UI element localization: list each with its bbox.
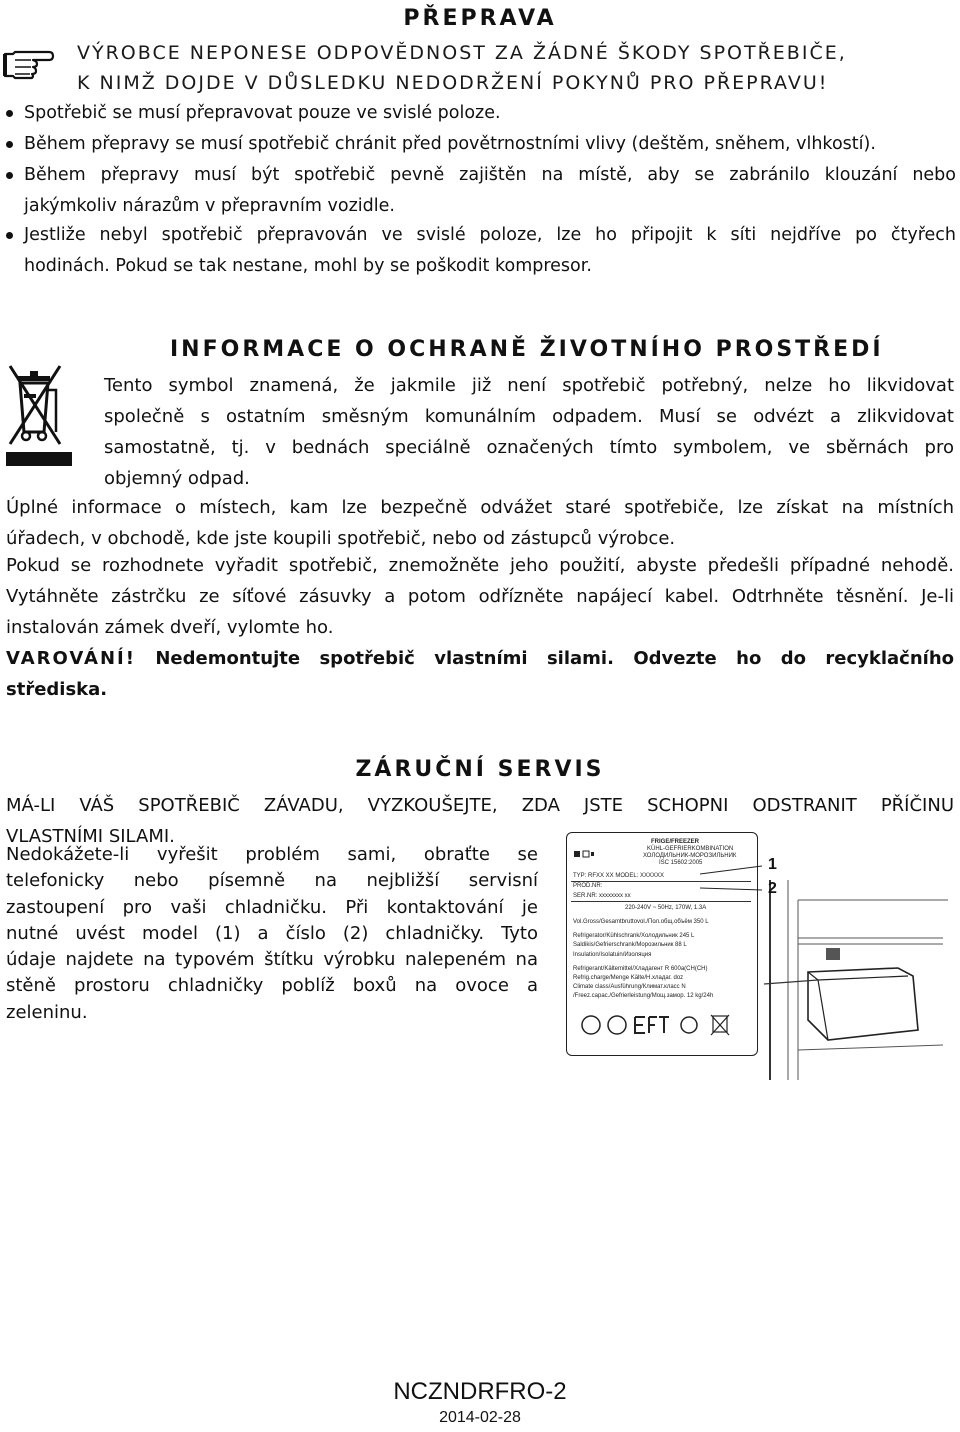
callout-2: 2 <box>768 880 777 897</box>
callout-lines <box>700 864 770 904</box>
bullet-icon <box>6 110 13 117</box>
document-code: NCZNDRFRO-2 <box>393 1378 567 1405</box>
service-intro: MÁ-LI VÁŠ SPOTŘEBIČ ZÁVADU, VYZKOUŠEJTE, ZDA JSTE SCHOPNI ODSTRANIT PŘÍČINU VLASTNÍMI SILAMI. <box>6 795 954 847</box>
info-paragraph: Úplné informace o místech, kam lze bezpečně odvážet staré spotřebiče, lze získat na místních úřadech, v obchodě, kde jste koupili spotřebič, nebo od zástupců výrobce. <box>6 497 954 549</box>
electrical-symbol-icon <box>573 849 595 859</box>
list-item: Spotřebič se musí přepravovat pouze ve svislé poloze. <box>6 98 956 129</box>
section-title-service: ZÁRUČNÍ SERVIS <box>355 757 605 782</box>
transport-warning-line-1: VÝROBCE NEPONESE ODPOVĚDNOST ZA ŽÁDNÉ ŠKODY SPOTŘEBIČE, <box>77 42 847 64</box>
list-item: Během přepravy musí být spotřebič pevně zajištěn na místě, aby se zabránilo klouzání nebo jakýmkoliv nárazům v přepravním vozidle. <box>6 160 956 222</box>
disable-paragraph: Pokud se rozhodnete vyřadit spotřebič, znemožněte jeho použití, abyste předešli případné nehodě. Vytáhněte zástrčku ze síťové zásuvky a potom odřízněte napájecí kabel. Odtrhněte těsnění. Je-li instalován zámek dveří, vylomte ho. <box>6 555 954 638</box>
rating-plate: FRIGE/FREEZER KÜHL-GEFRIERKOMBINATION ХОЛОДИЛЬНИК-МОРОЗИЛЬНИК ISC 15602:2005 TYP: RFXX XX MODEL: XXXXXX PROD.NR: SER.NR: xxxxxxxx xx 220-240V ~ 50Hz, 170W, 1.3A Vol.Gross/Gesamtbruttovol./Пол.общ.объём 350 L Refrigerator/Kühlschrank/Холодильник 245 L Saldikis/Gefrierschrank/Морозильник 88 L Insulation/Isolatuin/Изоляция Refrigerant/Kältemittel/Хладагент R 600a(CH(CH) Refrig.charge/Menge Kälte/Н.хладаг. doz Climate class/Ausführung/Климат.класс N /Freez.capac./Gefrierleistung/Мощ.замор. 12 kg/24h <box>566 832 758 1056</box>
warning-label: VAROVÁNÍ! <box>6 648 136 669</box>
warning-paragraph: VAROVÁNÍ! Nedemontujte spotřebič vlastními silami. Odvezte ho do recyklačního střediska. <box>6 648 954 700</box>
fridge-interior-diagram <box>758 880 958 1080</box>
document-date: 2014-02-28 <box>439 1409 521 1426</box>
list-item: Jestliže nebyl spotřebič přepravován ve svislé poloze, lze ho připojit k síti nejdříve po čtyřech hodinách. Pokud se tak nestane, mohl by se poškodit kompresor. <box>6 220 956 282</box>
bullet-icon <box>6 141 13 148</box>
bullet-icon <box>6 232 13 239</box>
section-title-transport: PŘEPRAVA <box>403 6 557 31</box>
transport-warning-line-2: K NIMŽ DOJDE V DŮSLEDKU NEDODRŽENÍ POKYNŮ PRO PŘEPRAVU! <box>77 72 829 94</box>
symbol-paragraph: Tento symbol znamená, že jakmile již není spotřebič potřebný, nelze ho likvidovat společně s ostatním směsným komunálním odpadem. Musí se odvézt a zlikvidovat samostatně, tj. v bednách speciálně označených tímto symbolem, ve sběrnách pro objemný odpad. <box>104 375 954 489</box>
service-paragraph: Nedokážete-li vyřešit problém sami, obraťte se telefonicky nebo písemně na nejbližší servisní zastoupení pro vaši chladničku. Při kontaktování je nutné uvést model (1) a číslo (2) chladničky. Tyto údaje najdete na typovém štítku výrobku nalepeném na stěně prostoru chladničky poblíž boxů na ovoce a zeleninu. <box>6 844 538 1023</box>
pointing-hand-icon <box>3 46 55 80</box>
certification-marks-icon <box>577 1009 747 1045</box>
callout-1: 1 <box>768 856 777 873</box>
plate-header-3: ХОЛОДИЛЬНИК-МОРОЗИЛЬНИК <box>643 853 737 859</box>
crossed-bin-icon <box>4 360 72 470</box>
plate-header-1: FRIGE/FREEZER <box>651 839 700 845</box>
section-title-environment: INFORMACE O OCHRANĚ ŽIVOTNÍHO PROSTŘEDÍ <box>170 337 884 362</box>
plate-header-2: KÜHL-GEFRIERKOMBINATION <box>647 846 734 852</box>
plate-header-4: ISC 15602:2005 <box>659 860 703 866</box>
list-item: Během přepravy se musí spotřebič chránit před povětrnostními vlivy (deštěm, sněhem, vlhkostí). <box>6 129 956 160</box>
bullet-icon <box>6 172 13 179</box>
